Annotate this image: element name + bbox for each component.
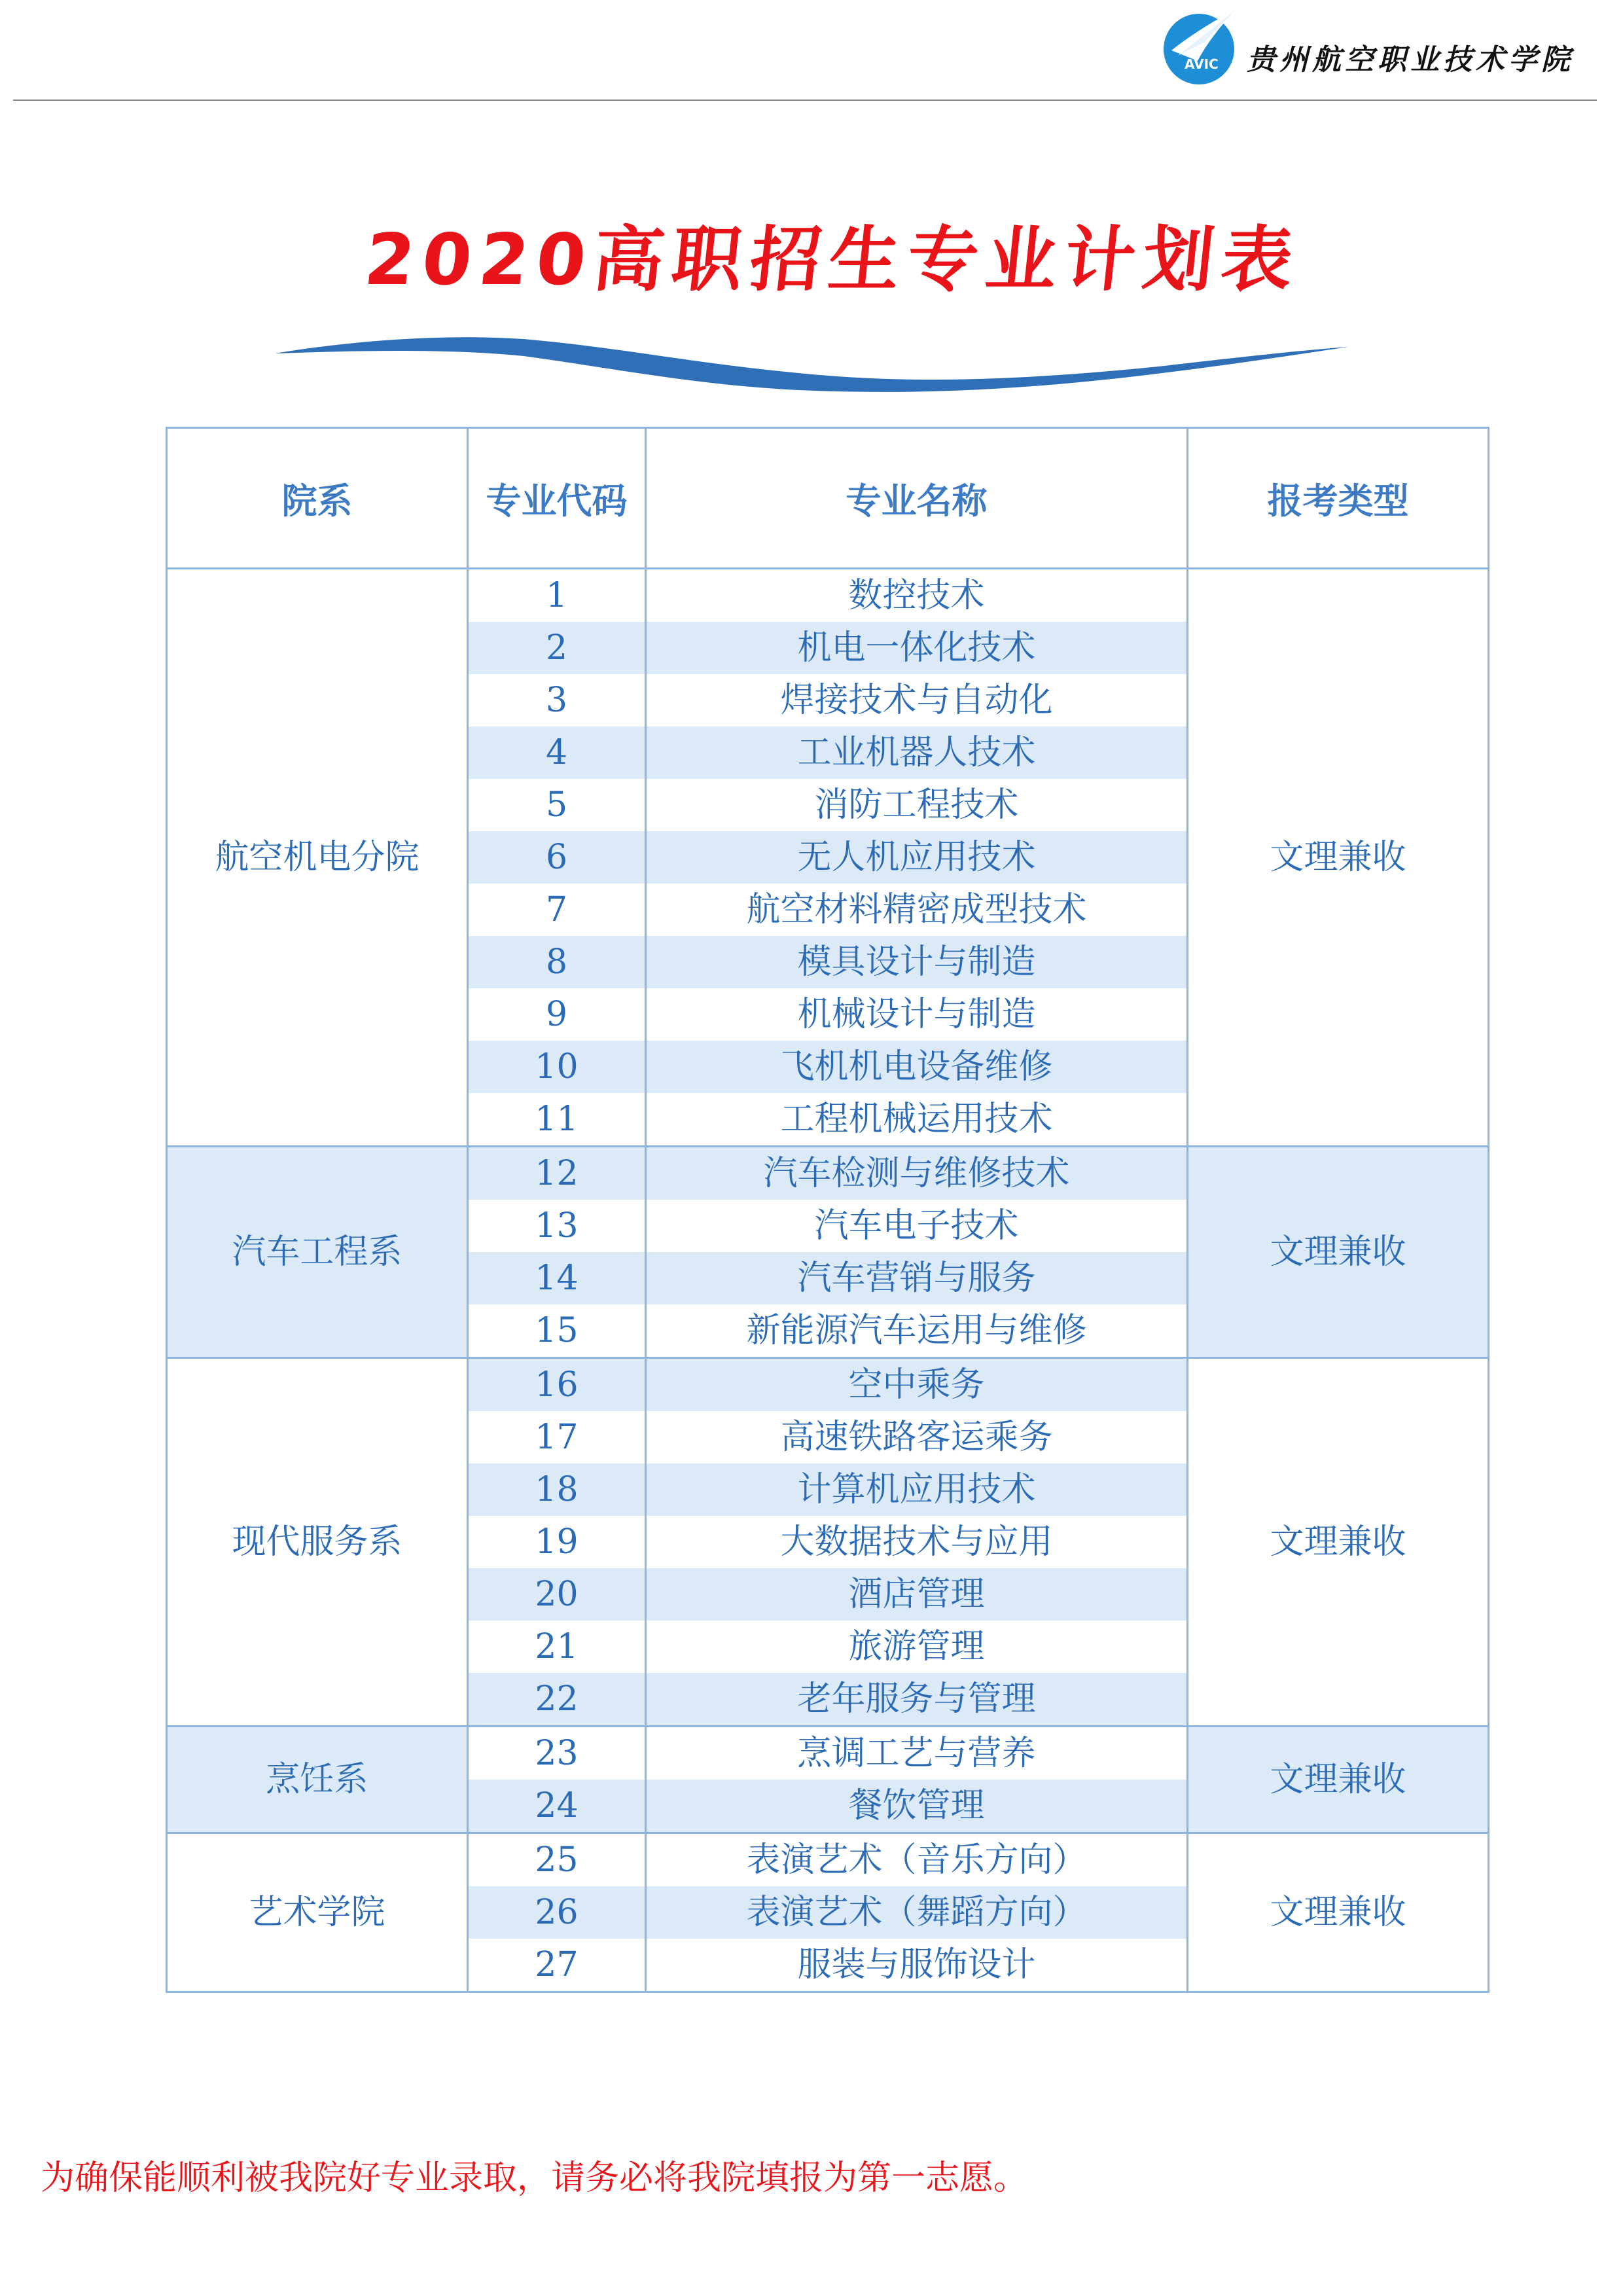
code-cell: 23	[468, 1727, 646, 1780]
code-cell: 16	[468, 1358, 646, 1412]
major-cell: 机电一体化技术	[646, 622, 1188, 674]
code-cell: 4	[468, 726, 646, 779]
exam-type-cell: 文理兼收	[1188, 569, 1489, 1147]
major-cell: 飞机机电设备维修	[646, 1041, 1188, 1093]
school-name: 贵州航空职业技术学院	[1247, 43, 1574, 77]
table-row	[167, 1833, 1489, 1887]
code-cell: 5	[468, 779, 646, 831]
code-cell: 6	[468, 831, 646, 884]
code-cell: 19	[468, 1516, 646, 1568]
table-row	[167, 569, 1489, 622]
major-cell: 表演艺术（音乐方向）	[646, 1833, 1188, 1887]
code-cell: 27	[468, 1939, 646, 1992]
header-major: 专业名称	[646, 428, 1188, 569]
major-cell: 空中乘务	[646, 1358, 1188, 1412]
major-cell: 餐饮管理	[646, 1780, 1188, 1833]
code-cell: 14	[468, 1252, 646, 1304]
code-cell: 25	[468, 1833, 646, 1887]
major-cell: 模具设计与制造	[646, 936, 1188, 988]
major-cell: 机械设计与制造	[646, 988, 1188, 1041]
major-cell: 汽车检测与维修技术	[646, 1147, 1188, 1200]
major-cell: 新能源汽车运用与维修	[646, 1304, 1188, 1358]
major-cell: 高速铁路客运乘务	[646, 1411, 1188, 1463]
exam-type-cell: 文理兼收	[1188, 1147, 1489, 1358]
code-cell: 3	[468, 674, 646, 726]
table-header-row	[167, 428, 1489, 569]
header-exam-type: 报考类型	[1188, 428, 1489, 569]
header-code: 专业代码	[468, 428, 646, 569]
major-cell: 老年服务与管理	[646, 1673, 1188, 1727]
major-cell: 计算机应用技术	[646, 1463, 1188, 1516]
header-divider	[13, 99, 1597, 101]
table-row	[167, 1727, 1489, 1780]
major-cell: 数控技术	[646, 569, 1188, 622]
school-logo	[1158, 3, 1243, 88]
major-cell: 烹调工艺与营养	[646, 1727, 1188, 1780]
code-cell: 1	[468, 569, 646, 622]
code-cell: 22	[468, 1673, 646, 1727]
code-cell: 9	[468, 988, 646, 1041]
major-cell: 工程机械运用技术	[646, 1093, 1188, 1147]
department-cell: 现代服务系	[167, 1358, 468, 1727]
major-cell: 服装与服饰设计	[646, 1939, 1188, 1992]
table-body	[167, 569, 1489, 1992]
department-cell: 汽车工程系	[167, 1147, 468, 1358]
major-cell: 焊接技术与自动化	[646, 674, 1188, 726]
code-cell: 13	[468, 1200, 646, 1252]
page-title: 2020高职招生专业计划表	[361, 219, 1305, 301]
code-cell: 11	[468, 1093, 646, 1147]
footer-note: 为确保能顺利被我院好专业录取，请务必将我院填报为第一志愿。	[41, 2159, 1028, 2198]
table-row	[167, 1358, 1489, 1412]
code-cell: 24	[468, 1780, 646, 1833]
major-cell: 工业机器人技术	[646, 726, 1188, 779]
major-cell: 无人机应用技术	[646, 831, 1188, 884]
exam-type-cell: 文理兼收	[1188, 1358, 1489, 1727]
major-cell: 酒店管理	[646, 1568, 1188, 1621]
code-cell: 17	[468, 1411, 646, 1463]
code-cell: 18	[468, 1463, 646, 1516]
major-cell: 旅游管理	[646, 1621, 1188, 1673]
decorative-wave	[275, 327, 1348, 399]
code-cell: 8	[468, 936, 646, 988]
exam-type-cell: 文理兼收	[1188, 1727, 1489, 1833]
code-cell: 7	[468, 884, 646, 936]
code-cell: 2	[468, 622, 646, 674]
major-cell: 航空材料精密成型技术	[646, 884, 1188, 936]
exam-type-cell: 文理兼收	[1188, 1833, 1489, 1992]
logo-text: AVIC	[1185, 56, 1219, 72]
code-cell: 15	[468, 1304, 646, 1358]
department-cell: 航空机电分院	[167, 569, 468, 1147]
code-cell: 12	[468, 1147, 646, 1200]
major-plan-table	[166, 427, 1489, 1993]
code-cell: 10	[468, 1041, 646, 1093]
code-cell: 26	[468, 1886, 646, 1939]
code-cell: 21	[468, 1621, 646, 1673]
department-cell: 烹饪系	[167, 1727, 468, 1833]
major-cell: 消防工程技术	[646, 779, 1188, 831]
major-cell: 大数据技术与应用	[646, 1516, 1188, 1568]
major-cell: 表演艺术（舞蹈方向）	[646, 1886, 1188, 1939]
major-cell: 汽车营销与服务	[646, 1252, 1188, 1304]
code-cell: 20	[468, 1568, 646, 1621]
table-row	[167, 1147, 1489, 1200]
department-cell: 艺术学院	[167, 1833, 468, 1992]
header-department: 院系	[167, 428, 468, 569]
major-cell: 汽车电子技术	[646, 1200, 1188, 1252]
